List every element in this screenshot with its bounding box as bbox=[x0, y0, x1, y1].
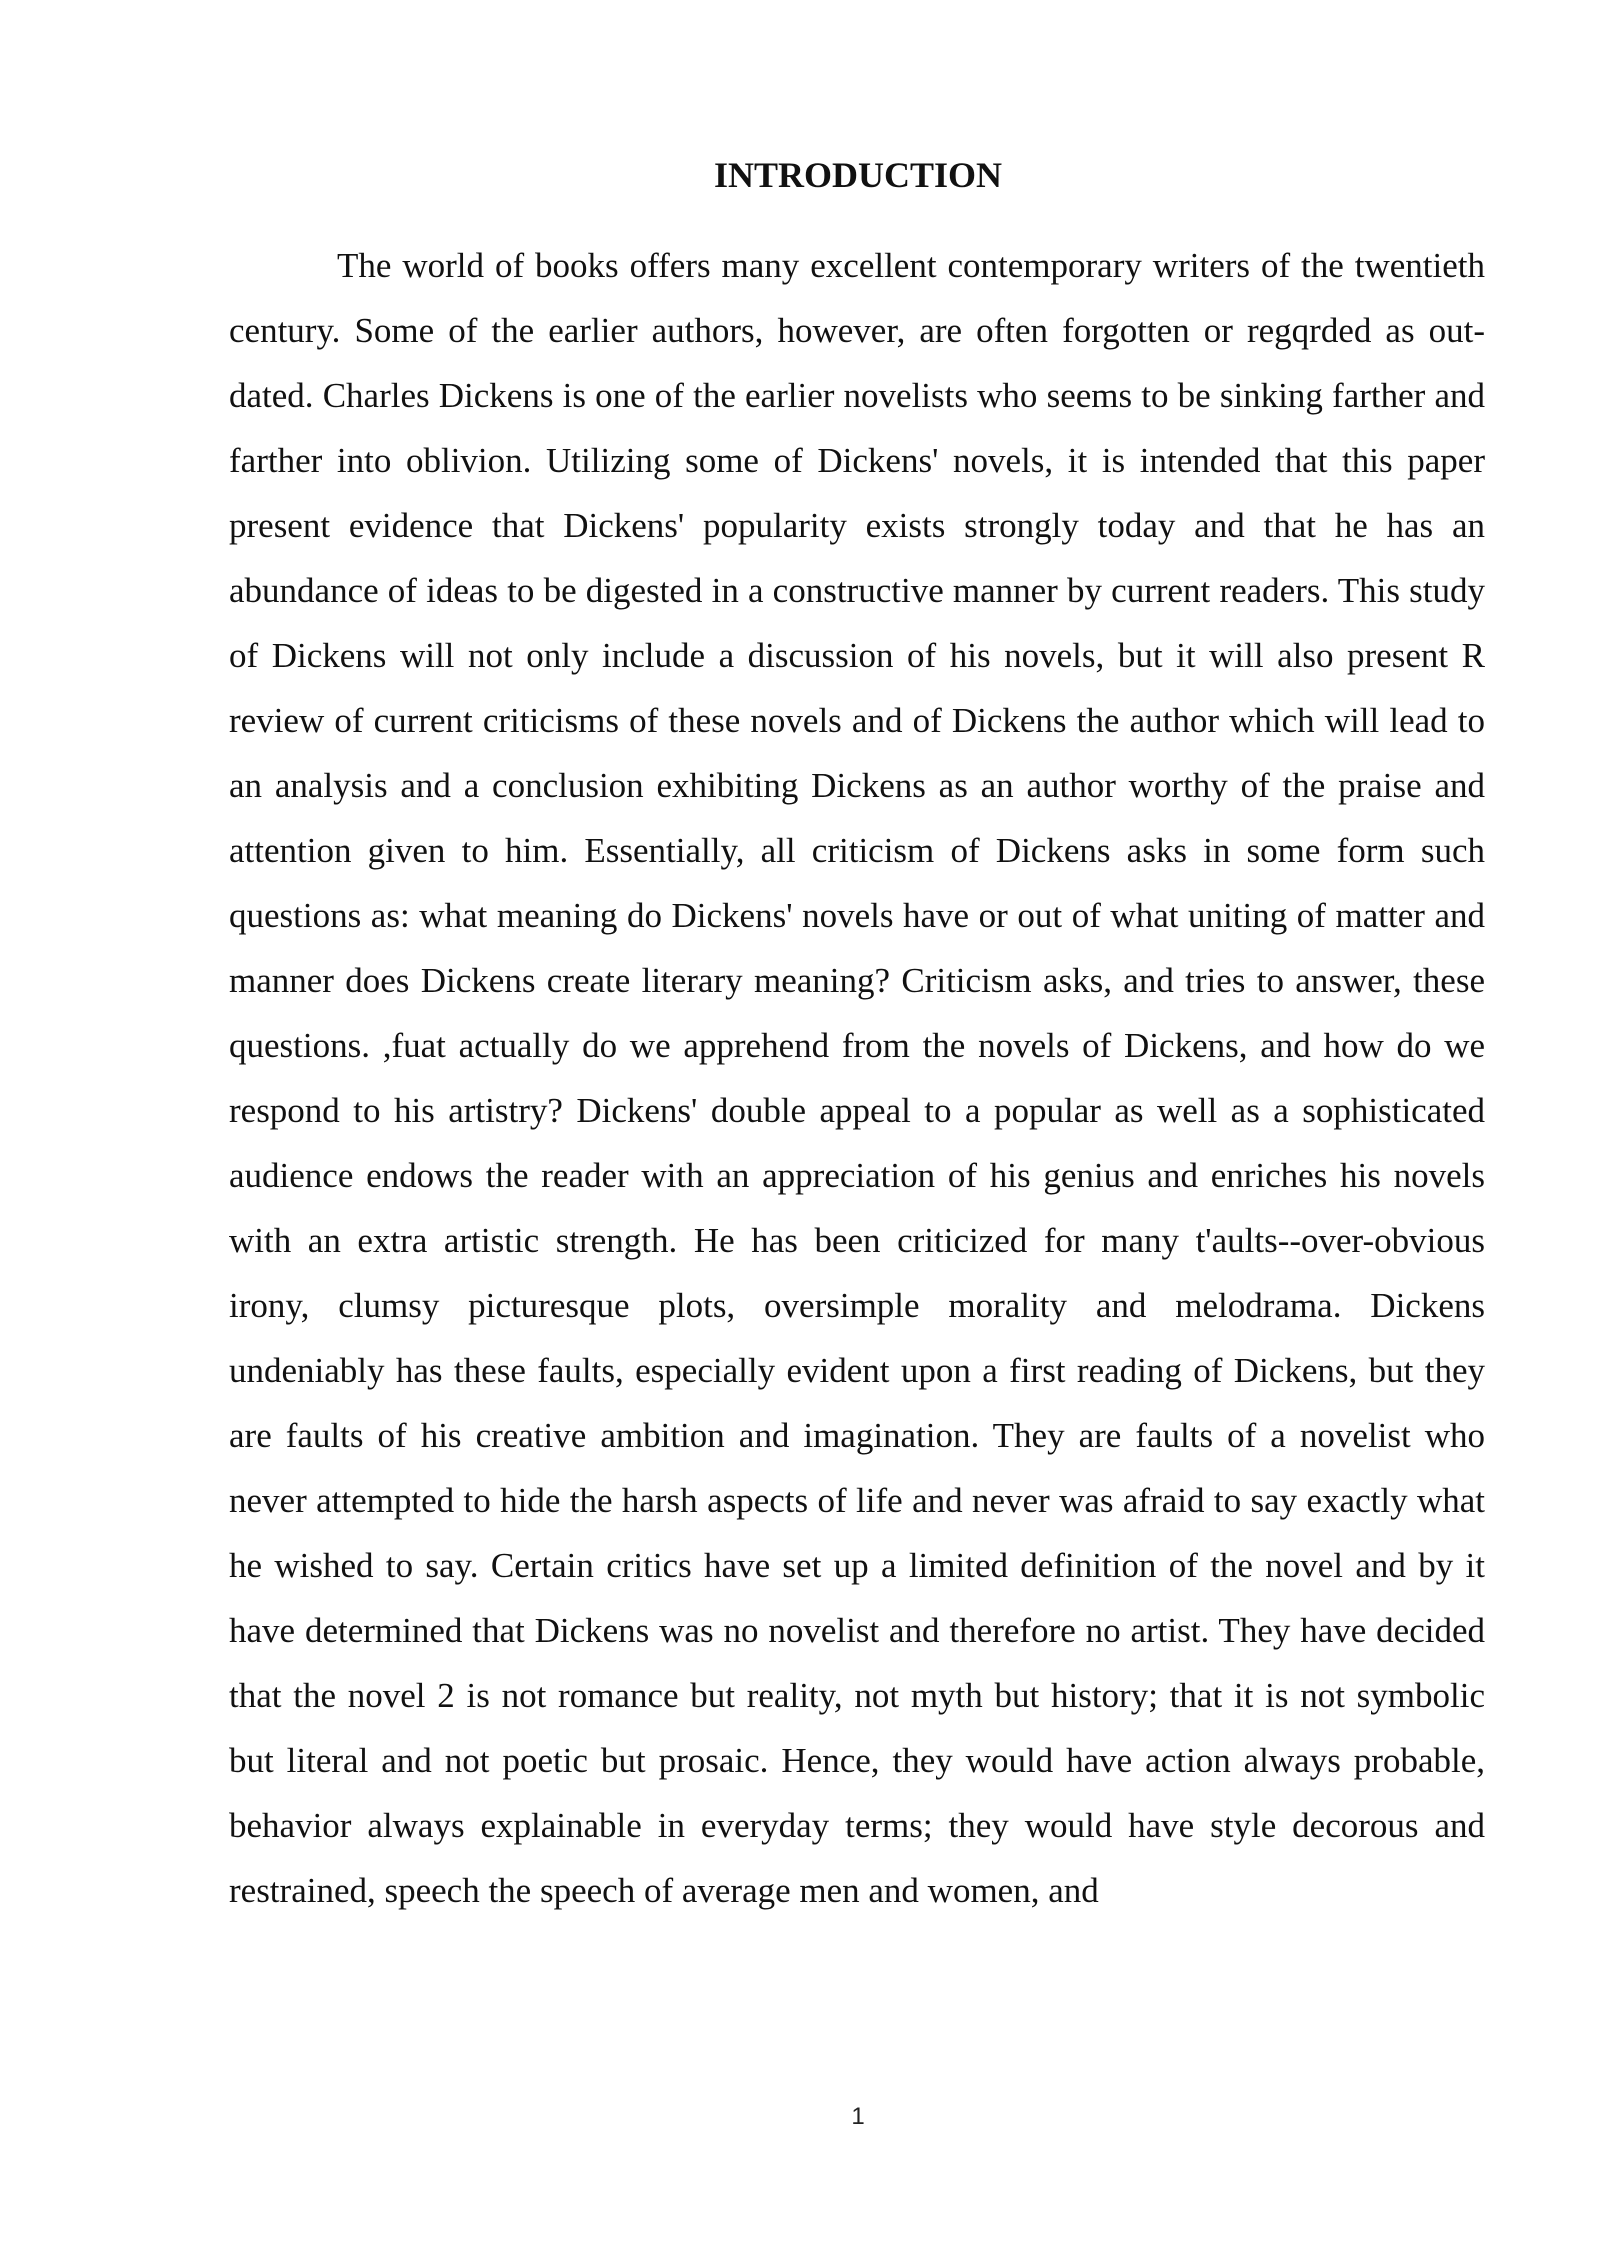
page-number: 1 bbox=[851, 2103, 865, 2130]
page-title: INTRODUCTION bbox=[713, 155, 1003, 195]
body-paragraph: The world of books offers many excellent contemporary writers of the twentieth century. Some of the earlier authors, however, are often forgotten or regqrded as out-dated. Charles Dickens is one of the earlier novelists who seems to be sinking farther and farther into oblivion. Utilizing some of Dickens' novels, it is intended that this paper present evidence that Dickens' popularity exists strongly today and that he has an abundance of ideas to be digested in a constructive manner by current readers. This study of Dickens will not only include a discussion of his novels, but it will also present R review of current criticisms of these novels and of Dickens the author which will lead to an analysis and a conclusion exhibiting Dickens as an author worthy of the praise and attention given to him. Essentially, all criticism of Dickens asks in some form such questions as: what meaning do Dickens' novels have or out of what uniting of matter and manner does Dickens create literary meaning? Criticism asks, and tries to answer, these questions. ,fuat actually do we apprehend from the novels of Dickens, and how do we respond to his artistry? Dickens' double appeal to a popular as well as a sophisticated audience endows the reader with an appreciation of his genius and enriches his novels with an extra artistic strength. He has been criticized for many t'aults--over-obvious irony, clumsy picturesque plots, oversimple morality and melodrama. Dickens undeniably has these faults, especially evident upon a first reading of Dickens, but they are faults of his creative ambition and imagination. They are faults of a novelist who never attempted to hide the harsh aspects of life and never was afraid to say exactly what he wished to say. Certain critics have set up a limited definition of the novel and by it have determined that Dickens was no novelist and therefore no artist. They have decided that the novel 2 is not romance but reality, not myth but history; that it is not symbolic but literal and not poetic but prosaic. Hence, they would have action always probable, behavior always explainable in everyday terms; they would have style decorous and restrained, speech the speech of average men and women, and bbox=[229, 246, 1485, 1910]
